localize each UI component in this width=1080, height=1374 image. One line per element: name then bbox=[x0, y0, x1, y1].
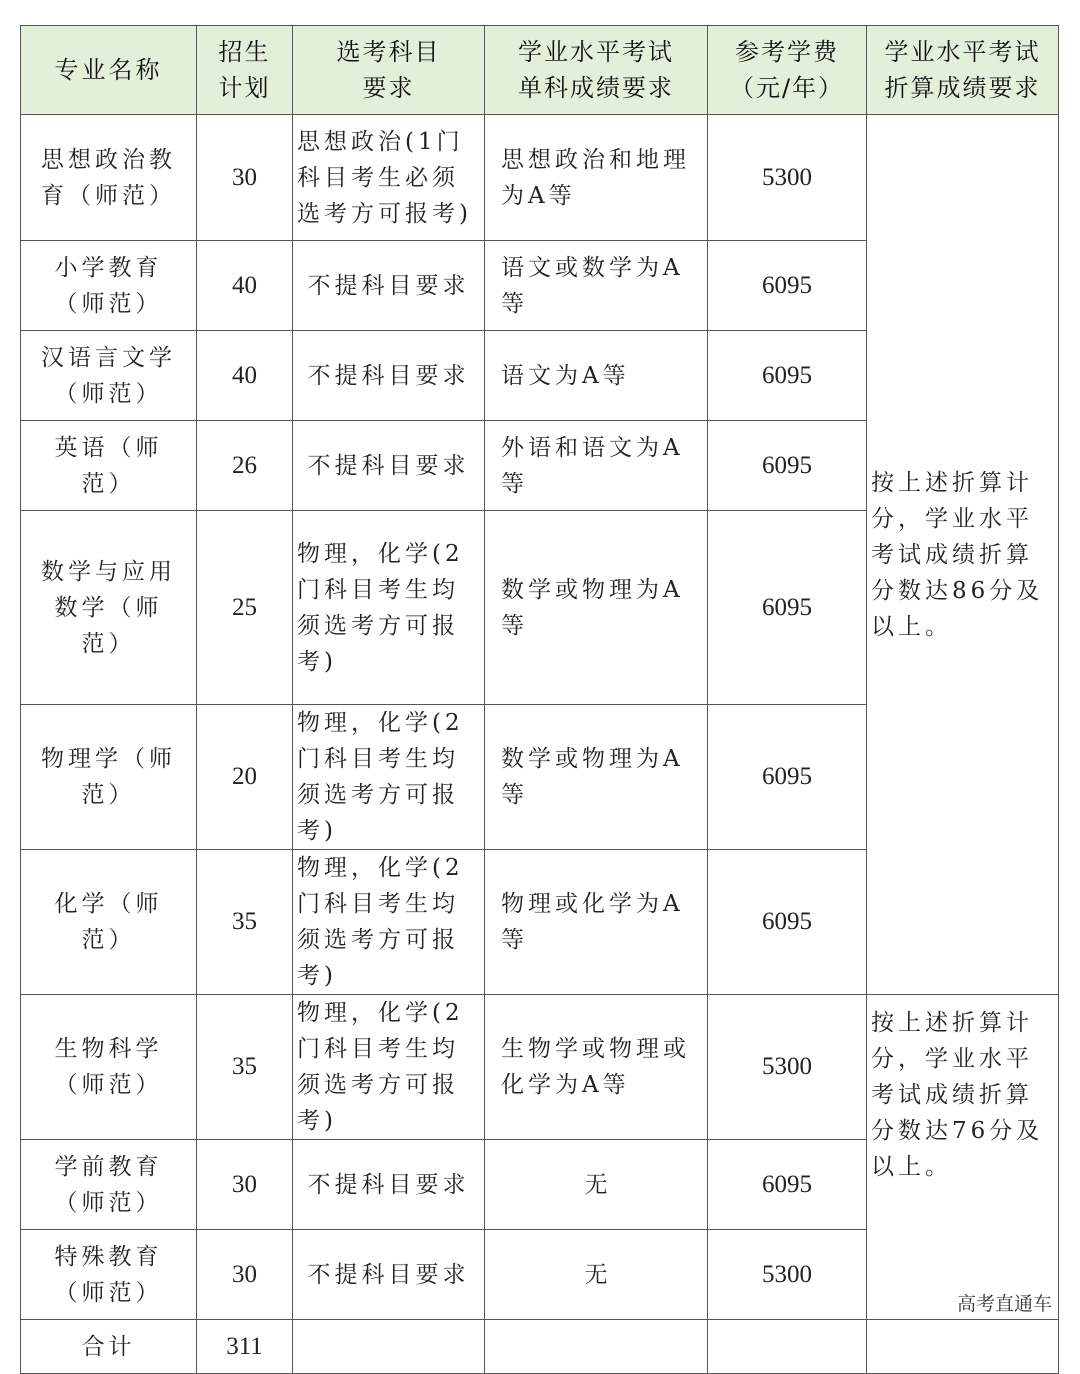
plan-cell: 40 bbox=[197, 331, 293, 421]
subject-cell: 物理，化学(2门科目考生均须选考方可报考) bbox=[293, 511, 485, 705]
header-subject: 选考科目要求 bbox=[293, 26, 485, 115]
plan-cell: 30 bbox=[197, 1230, 293, 1320]
fee-cell: 5300 bbox=[708, 995, 867, 1140]
fee-cell: 5300 bbox=[708, 1230, 867, 1320]
major-cell: 化学（师范） bbox=[21, 850, 197, 995]
major-cell: 学前教育（师范） bbox=[21, 1140, 197, 1230]
major-cell: 思想政治教育（师范） bbox=[21, 115, 197, 241]
empty-cell bbox=[867, 1320, 1059, 1374]
total-label: 合计 bbox=[21, 1320, 197, 1374]
subject-cell: 思想政治(1门科目考生必须选考方可报考) bbox=[293, 115, 485, 241]
major-cell: 英语（师范） bbox=[21, 421, 197, 511]
plan-cell: 30 bbox=[197, 115, 293, 241]
header-major: 专业名称 bbox=[21, 26, 197, 115]
major-cell: 生物科学（师范） bbox=[21, 995, 197, 1140]
major-cell: 物理学（师范） bbox=[21, 705, 197, 850]
single-cell: 无 bbox=[485, 1230, 708, 1320]
fee-cell: 6095 bbox=[708, 511, 867, 705]
subject-cell: 不提科目要求 bbox=[293, 241, 485, 331]
subject-cell: 不提科目要求 bbox=[293, 1140, 485, 1230]
subject-cell: 不提科目要求 bbox=[293, 331, 485, 421]
subject-cell: 物理，化学(2门科目考生均须选考方可报考) bbox=[293, 995, 485, 1140]
single-cell: 语文或数学为A等 bbox=[485, 241, 708, 331]
admission-table bbox=[20, 25, 1059, 1374]
converted-cell: 按上述折算计分，学业水平考试成绩折算分数达86分及以上。 bbox=[867, 115, 1059, 995]
single-cell: 数学或物理为A等 bbox=[485, 705, 708, 850]
table-row bbox=[21, 995, 1059, 1140]
single-cell: 生物学或物理或化学为A等 bbox=[485, 995, 708, 1140]
single-cell: 思想政治和地理为A等 bbox=[485, 115, 708, 241]
single-cell: 语文为A等 bbox=[485, 331, 708, 421]
single-cell: 物理或化学为A等 bbox=[485, 850, 708, 995]
fee-cell: 6095 bbox=[708, 850, 867, 995]
total-row bbox=[21, 1320, 1059, 1374]
major-cell: 小学教育（师范） bbox=[21, 241, 197, 331]
watermark: 高考直通车 bbox=[956, 1293, 1052, 1315]
plan-cell: 35 bbox=[197, 995, 293, 1140]
fee-cell: 6095 bbox=[708, 705, 867, 850]
subject-cell: 物理，化学(2门科目考生均须选考方可报考) bbox=[293, 705, 485, 850]
header-single: 学业水平考试单科成绩要求 bbox=[485, 26, 708, 115]
fee-cell: 6095 bbox=[708, 421, 867, 511]
empty-cell bbox=[485, 1320, 708, 1374]
fee-cell: 6095 bbox=[708, 241, 867, 331]
header-converted: 学业水平考试折算成绩要求 bbox=[867, 26, 1059, 115]
plan-cell: 30 bbox=[197, 1140, 293, 1230]
subject-cell: 物理，化学(2门科目考生均须选考方可报考) bbox=[293, 850, 485, 995]
plan-cell: 40 bbox=[197, 241, 293, 331]
major-cell: 特殊教育（师范） bbox=[21, 1230, 197, 1320]
fee-cell: 6095 bbox=[708, 331, 867, 421]
major-cell: 汉语言文学（师范） bbox=[21, 331, 197, 421]
single-cell: 数学或物理为A等 bbox=[485, 511, 708, 705]
single-cell: 无 bbox=[485, 1140, 708, 1230]
fee-cell: 6095 bbox=[708, 1140, 867, 1230]
subject-cell: 不提科目要求 bbox=[293, 1230, 485, 1320]
plan-cell: 25 bbox=[197, 511, 293, 705]
header-plan: 招生计划 bbox=[197, 26, 293, 115]
empty-cell bbox=[708, 1320, 867, 1374]
table-row bbox=[21, 115, 1059, 241]
plan-cell: 35 bbox=[197, 850, 293, 995]
total-value: 311 bbox=[197, 1320, 293, 1374]
plan-cell: 20 bbox=[197, 705, 293, 850]
plan-cell: 26 bbox=[197, 421, 293, 511]
empty-cell bbox=[293, 1320, 485, 1374]
major-cell: 数学与应用数学（师范） bbox=[21, 511, 197, 705]
subject-cell: 不提科目要求 bbox=[293, 421, 485, 511]
fee-cell: 5300 bbox=[708, 115, 867, 241]
converted-cell: 按上述折算计分，学业水平考试成绩折算分数达76分及以上。 bbox=[867, 995, 1059, 1320]
header-fee: 参考学费（元/年） bbox=[708, 26, 867, 115]
header-row bbox=[21, 26, 1059, 115]
single-cell: 外语和语文为A等 bbox=[485, 421, 708, 511]
